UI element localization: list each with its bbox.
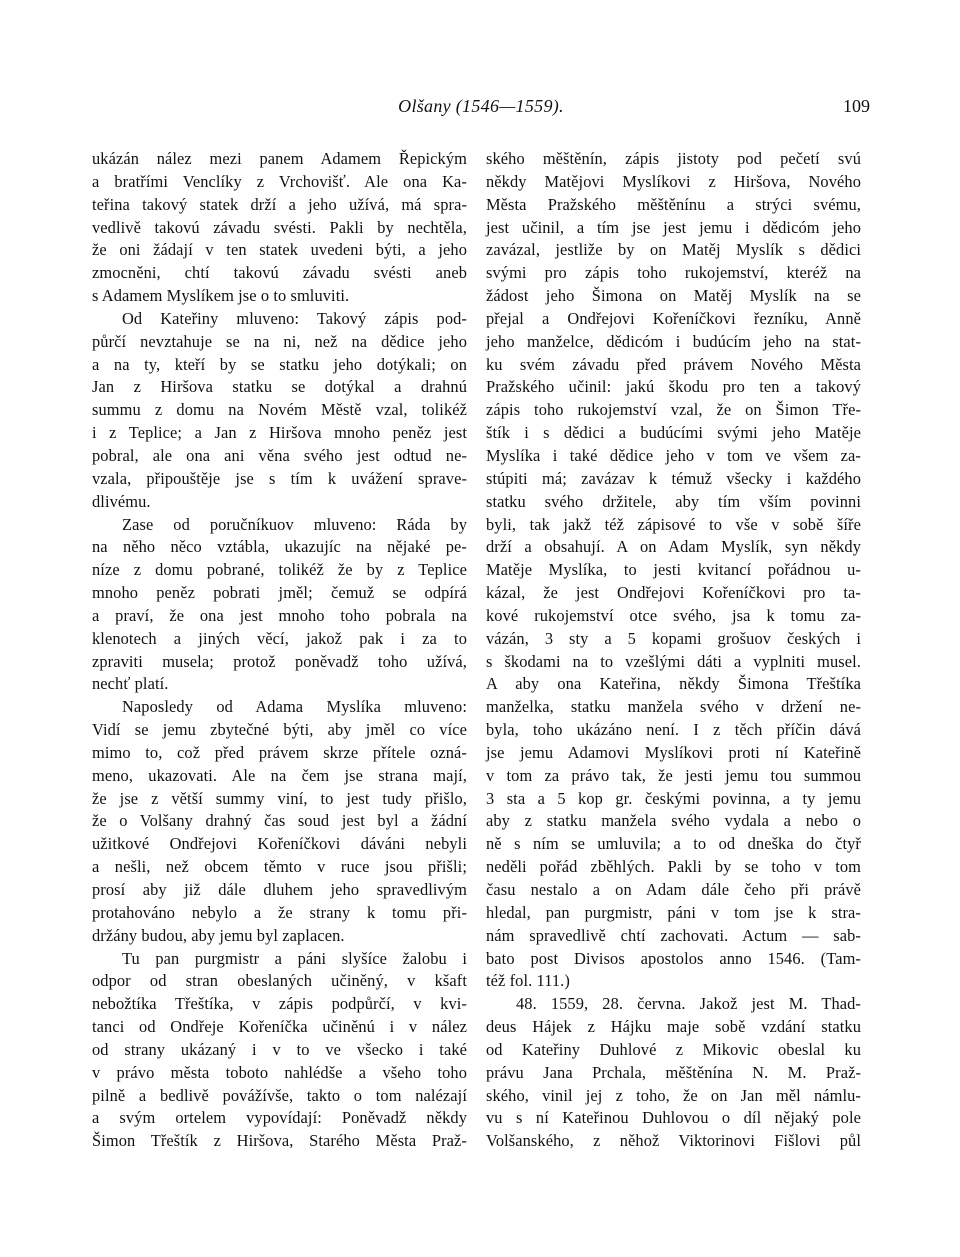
text-line: 48. 1559, 28. června. Jakož jest M. Thad- — [516, 994, 861, 1014]
text-line: času nestalo a on Adam dále čeho při právě — [486, 880, 861, 899]
text-line: Zase od poručníkuov mluveno: Ráda by — [122, 514, 467, 534]
text-line: ně s ním se umluvila; a to od dneška do čtyř — [486, 834, 861, 854]
text-line: nám spravedlivě chtí zachovati. Actum — sab- — [486, 925, 861, 945]
text-line: někdy Matějovi Myslíkovi z Hiršova, Nového — [486, 171, 861, 191]
text-line: ukázán nález mezi panem Adamem Řepickým — [92, 149, 467, 168]
text-line: níze z domu pobrané, tolikéž že by z Teplice — [92, 560, 467, 580]
text-line: i z Teplice; a Jan z Hiršova mnoho peněz jest — [92, 423, 467, 443]
text-line: A aby ona Kateřina, někdy Šimona Třeštíka — [486, 674, 861, 694]
text-line: s Adamem Myslíkem jse o to smluviti. — [92, 286, 350, 306]
text-line: tanci od Ondřeje Kořeníčka učiněnú i v nález — [92, 1017, 467, 1037]
text-line: Od Kateřiny mluveno: Takový zápis pod- — [122, 308, 467, 328]
text-line: jse jemu Adamovi Myslíkovi proti ní Kateřině — [486, 742, 861, 762]
right-text-column — [486, 148, 861, 1153]
text-line: Pražského učinil: jakú škodu pro ten a takový — [486, 377, 861, 397]
text-line: byli, tak jakž též zápisové to vše v sobě šíře — [486, 514, 861, 534]
text-line: jest učinil, a tím jse jest jemu i dědicóm jeho — [486, 217, 861, 237]
text-line: pobral, ale ona ani věna svého jest odtud ne- — [92, 445, 467, 465]
running-title: Olšany (1546—1559). — [398, 96, 564, 116]
text-line: že oni žádají v ten statek uvedeni býti, a jeho — [92, 240, 467, 260]
text-line: od Kateřiny Duhlové z Mikovic obeslal ku — [486, 1039, 861, 1059]
text-line: vázán, 3 sty a 5 kopami grošuov českých i — [486, 628, 861, 648]
text-line: summu z domu na Novém Městě vzal, tolikéž — [92, 400, 467, 420]
text-line: Myslíka i také dědice jeho v tom ve všem za- — [486, 445, 861, 465]
text-line: vu s ní Kateřinou Duhlovou o díl nějaký pole — [486, 1108, 861, 1128]
text-line: s škodami na to vzešlými dáti a vyplniti musel. — [486, 651, 861, 671]
text-line: prosí aby již dále dluhem jeho spravedlivým — [92, 880, 467, 899]
text-line: aby z statku manžela svého vydala a nebo o — [486, 811, 861, 831]
text-line: kázal, že jest Ondřejovi Kořeníčkovi pro ta- — [486, 583, 861, 603]
text-line: mimo to, což před právem skrze přítele ozná- — [92, 742, 467, 762]
text-line: stúpiti má; zavázav k témuž všecky i každého — [486, 468, 861, 488]
text-line: mnoho peněz pobrati jměl; čemuž se odpírá — [92, 583, 467, 603]
text-line: vzala, připouštěje jse s tím k uvážení sprave- — [92, 468, 467, 488]
text-line: 3 sta a 5 kop gr. českými povinna, a ty jemu — [486, 788, 861, 808]
text-line: bato post Divisos apostolos anno 1546. (Tam- — [486, 948, 861, 968]
text-line: Města Pražského měštěnínu a strýci svému, — [486, 194, 861, 214]
text-line: ského měštěnín, zápis jistoty pod pečetí svú — [486, 149, 861, 168]
text-line: Matěje Myslíka, to jesti kvitancí pořádnou u- — [486, 560, 861, 580]
text-line: držány budou, aby jemu byl zaplacen. — [92, 925, 345, 945]
text-line: kové rukojemství otce svého, jsa k tomu za- — [486, 605, 861, 625]
text-line: odpor od stran obeslaných učiněný, v kšaft — [92, 971, 467, 991]
text-line: byla, toho ukázáno není. I z těch příčin dává — [486, 720, 861, 740]
text-line: dlivému. — [92, 491, 151, 511]
text-line: nebožtíka Třeštíka, v zápis podpůrčí, v kvi- — [92, 994, 467, 1014]
text-line: Jan z Hiršova statku se dotýkal a drahnú — [92, 377, 467, 397]
text-line: na něho něco vztábla, ukazujíc na nějaké pe- — [92, 537, 467, 557]
text-line: klenotech a jiných věcí, jakož pak i za to — [92, 628, 467, 648]
left-text-column — [92, 148, 467, 1153]
page-number: 109 — [843, 96, 870, 116]
text-line: Volšanského, z něhož Viktorinovi Fišlovi půl — [486, 1131, 861, 1151]
text-line: nechť platí. — [92, 674, 169, 694]
text-line: a svým ortelem vypovídají: Poněvadž někdy — [92, 1108, 467, 1128]
text-line: meno, ukazovati. Ale na čem jse strana mají, — [92, 765, 467, 785]
text-line: pilně a bedlivě povážívše, takto o tom nalézají — [92, 1085, 467, 1105]
text-line: v právo města toboto nahlédše a všeho toho — [92, 1062, 467, 1082]
text-line: jeho manželce, dědicóm i budúcím jeho na stat- — [486, 331, 861, 351]
text-line: manželka, statku manžela svého v držení ne- — [486, 697, 861, 717]
text-line: též fol. 111.) — [486, 971, 570, 991]
page-header — [92, 96, 870, 126]
text-line: přejal a Ondřejovi Kořeníčkovi řezníku, Anně — [486, 308, 861, 328]
text-line: deus Hájek z Hájku maje sobě vzdání statku — [486, 1017, 861, 1037]
text-line: v tom za právo tak, že jesti jemu tou summou — [486, 765, 861, 785]
text-line: zápis toho rukojemství vzal, že on Šimon Tře- — [486, 400, 861, 420]
text-line: ského, vinil jej z toho, že on Jan měl námlu- — [486, 1085, 861, 1105]
text-line: drží a obsahují. A on Adam Myslík, syn někdy — [486, 537, 861, 557]
text-line: od strany ukázaný i v to ve všecko i také — [92, 1039, 467, 1059]
text-line: svými pro zápis toho rukojemství, kteréž na — [486, 263, 861, 283]
text-line: a nešli, než obcem těmto v ruce jsou přišli; — [92, 857, 467, 877]
text-line: štík i s dědici a budúcími svými jeho Matěje — [486, 423, 861, 443]
text-line: zavázal, jestliže by on Matěj Myslík s dědici — [486, 240, 861, 260]
text-line: půrčí nevztahuje se na ni, než na dědice jeho — [92, 331, 467, 351]
text-line: protahováno nebylo a že strany k tomu při- — [92, 902, 467, 922]
text-line: právu Jana Prchala, měštěnína N. M. Praž- — [486, 1062, 861, 1082]
text-line: zpraviti musela; protož poněvadž toho užívá, — [92, 651, 467, 671]
text-line: Šimon Třeštík z Hiršova, Starého Města Praž- — [92, 1131, 467, 1151]
text-line: Tu pan purgmistr a páni slyšíce žalobu i — [122, 948, 467, 968]
text-line: hledal, pan purgmistr, páni v tom jse k stra- — [486, 902, 861, 922]
text-line: Vidí se jemu zbytečné býti, aby jměl co více — [92, 720, 467, 740]
text-line: žádost jeho Šimona on Matěj Myslík na se — [486, 286, 861, 306]
text-line: a na ty, kteří by se statku jeho dotýkali; on — [92, 354, 467, 374]
text-line: vedlivě takovú závadu svésti. Pakli by nechtěla, — [92, 217, 467, 237]
text-line: a bratřími Venclíky z Vrchovišť. Ale ona Ka- — [92, 171, 467, 191]
text-line: neděli pořád zběhlých. Pakli by se toho v tom — [486, 857, 861, 877]
text-line: a praví, že ona jest mnoho toho pobrala na — [92, 605, 467, 625]
text-line: že o Volšany drahný čas soud jest byl a žádní — [92, 811, 467, 831]
text-line: že jse z větší summy viní, to jest tudy přišlo, — [92, 788, 467, 808]
text-line: Naposledy od Adama Myslíka mluveno: — [122, 697, 467, 717]
text-line: zmocněni, chtí takovú závadu svésti aneb — [92, 263, 467, 283]
text-line: ku svém závadu před právem Nového Města — [486, 354, 861, 374]
text-line: teřina takový statek drží a jeho užívá, má spra- — [92, 194, 467, 214]
text-line: užitkové Ondřejovi Kořeníčkovi dáváni nebyli — [92, 834, 467, 854]
text-line: statku svého držitele, aby tím vším povinni — [486, 491, 861, 511]
